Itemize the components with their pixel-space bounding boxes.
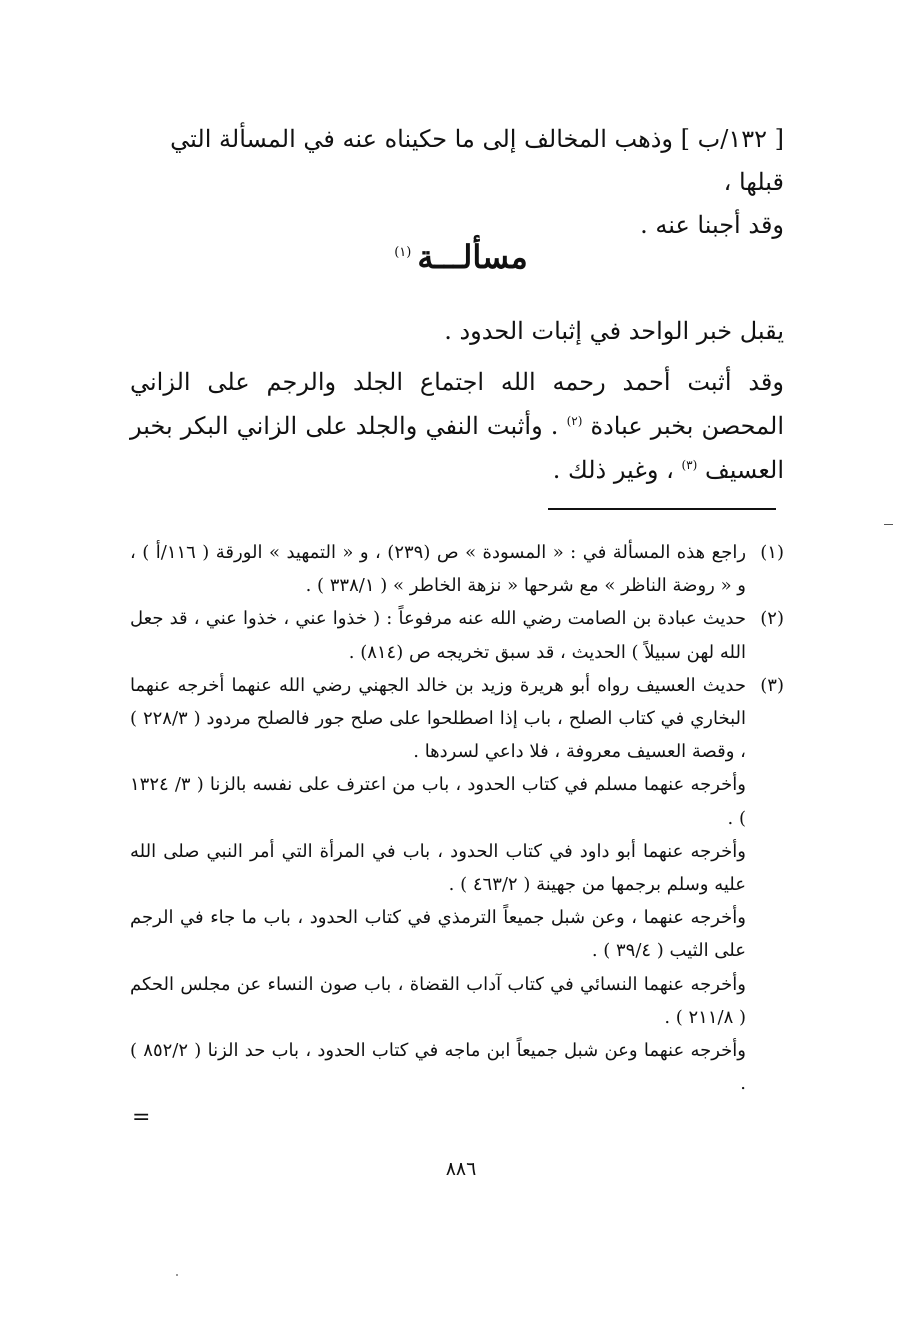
footnote-line: حديث عبادة بن الصامت رضي الله عنه مرفوعاً : ( خذوا عني ، خذوا عني ، قد جعل الله لهن سبيلاً ) الحديث ، قد سبق تخريجه ص (٨١٤) . xyxy=(130,608,746,663)
margin-mark xyxy=(884,524,893,525)
footnote-line: وأخرجه عنهما ، وعن شبل جميعاً الترمذي في كتاب الحدود ، باب ما جاء في الرجم على الثيب ( ٣٩/٤ ) . xyxy=(130,907,747,962)
heading-title: مسألـــة xyxy=(417,238,528,276)
footnote-number: (٣) xyxy=(760,674,784,696)
footnote-3 xyxy=(130,669,784,1101)
footnote-ref-3: (٣) xyxy=(681,458,698,472)
paragraph-2-part-c: ، وغير ذلك . xyxy=(552,456,674,484)
scan-speck xyxy=(176,1274,178,1276)
page-number: ٨٨٦ xyxy=(445,1158,477,1180)
footnote-1 xyxy=(130,536,784,602)
footnote-line: وأخرجه عنهما وعن شبل جميعاً ابن ماجه في كتاب الحدود ، باب حد الزنا ( ٨٥٢/٢ ) . xyxy=(130,1040,746,1095)
footnote-line: وأخرجه عنهما النسائي في كتاب آداب القضاة ، باب صون النساء عن مجلس الحكم ( ٢١١/٨ ) . xyxy=(130,973,746,1028)
intro-paragraph xyxy=(130,118,784,247)
footnote-line: وأخرجه عنهما مسلم في كتاب الحدود ، باب من اعترف على نفسه بالزنا ( ٣/ ١٣٢٤ ) . xyxy=(130,774,746,829)
intro-line-1: [ ١٣٢/ب ] وذهب المخالف إلى ما حكيناه عنه في المسألة التي قبلها ، xyxy=(170,125,784,196)
footnote-ref-2: (٢) xyxy=(566,414,583,428)
footnote-line: راجع هذه المسألة في : « المسودة » ص (٢٣٩) ، و « التمهيد » الورقة ( ١١٦/أ ) ، و « روضة الناظر » مع شرحها « نزهة الخاطر » ( ٣٣٨/١ ) . xyxy=(130,542,747,597)
heading-footnote-ref: (١) xyxy=(394,245,412,261)
footnote-separator xyxy=(548,508,776,510)
paragraph-2-part-b: . وأثبت النفي والجلد على الزاني البكر بخبر العسيف xyxy=(130,412,784,484)
footnote-number: (٢) xyxy=(760,608,784,630)
footnote-text xyxy=(130,536,746,602)
paragraph-1: يقبل خبر الواحد في إثبات الحدود . xyxy=(444,317,784,345)
paragraph-2-part-a: وقد أثبت أحمد رحمه الله اجتماع الجلد والرجم على الزاني المحصن بخبر عبادة xyxy=(130,368,784,440)
intro-line-2: وقد أجبنا عنه . xyxy=(640,211,784,239)
footnote-text xyxy=(130,602,746,668)
footnote-number: (١) xyxy=(760,542,784,563)
section-heading xyxy=(0,238,922,276)
continuation-mark: = xyxy=(132,1105,151,1130)
footnote-line: حديث العسيف رواه أبو هريرة وزيد بن خالد الجهني رضي الله عنهما أخرجه عنهما البخاري في كتاب الصلح ، باب إذا اصطلحوا على صلح جور فالصلح مردود ( ٢٢٨/٣ ) ، وقصة العسيف معروفة ، فلا داعي لسردها . xyxy=(130,674,747,763)
footnotes xyxy=(130,536,784,1100)
main-text xyxy=(130,312,784,502)
footnote-line: وأخرجه عنهما أبو داود في كتاب الحدود ، باب في المرأة التي أمر النبي صلى الله عليه وسلم برجمها من جهينة ( ٤٦٣/٢ ) . xyxy=(130,840,746,896)
paragraph-2 xyxy=(130,363,784,490)
footnote-text xyxy=(130,669,746,1101)
footnote-2 xyxy=(130,602,784,668)
